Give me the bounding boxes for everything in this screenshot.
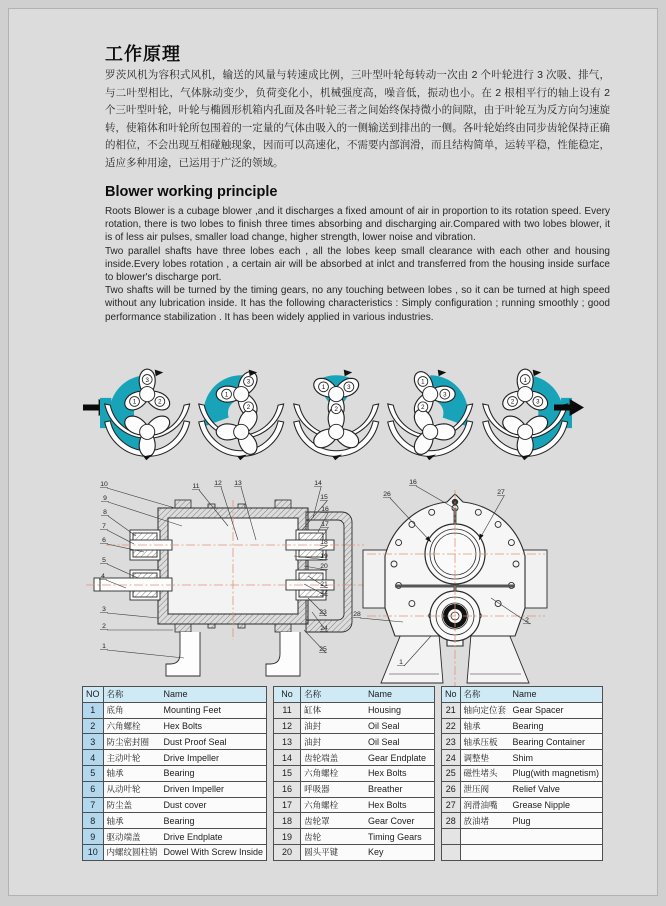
intro-paragraph-chinese: 罗茨风机为容积式风机，输送的风量与转速成比例，三叶型叶轮每转动一次由 2 个叶轮进行 3 次吸、排气，与二叶型相比，气体脉动变少，负荷变化小，机械强度高，噪音低，振动也小。在 2 根相平行的轴上设有 2 个三叶型叶轮，叶轮与椭圆形机箱内孔面及各叶轮三者之间始终保持微小的间隙，由于叶轮互为反方向匀速旋转，使箱体和叶轮所包围着的一定量的气体由吸入的一侧输送到排出的一侧。各叶轮始终由同步齿轮保持正确的相位，不会出现互相碰触现象，因而可以高速化，不需要内部润滑，而且结构简单，运转平稳，性能稳定，适应多种用途，已运用于广泛的领域。 — [105, 69, 610, 169]
table-row — [442, 797, 603, 813]
table-cell-cn: 齿轮 — [301, 829, 365, 845]
table-cell-cn: 底角 — [103, 702, 161, 718]
top-shaft-hole — [328, 387, 343, 402]
table-cell-cn: 齿轮罩 — [301, 813, 365, 829]
table-cell-no: No — [442, 687, 461, 703]
bottom-shaft-hole — [234, 424, 249, 439]
mounting-feet — [166, 632, 300, 676]
table-header-row — [442, 687, 603, 703]
rotor-stage-5 — [478, 344, 572, 482]
table-cell-en: Name — [161, 687, 267, 703]
table-cell-en: Dowel With Screw Inside — [161, 844, 267, 860]
table-row — [274, 765, 435, 781]
table-cell-en: Bearing — [161, 765, 267, 781]
table-row — [83, 734, 267, 750]
table-cell-en: Plug(with magnetism) — [509, 765, 602, 781]
table-cell-no: 15 — [274, 765, 301, 781]
page-title-chinese: 工作原理 — [105, 44, 181, 64]
leader-line — [107, 613, 158, 618]
part-number-label: 12 — [214, 480, 222, 487]
part-number-label: 23 — [319, 609, 327, 616]
table-cell-cn: 润滑油嘴 — [460, 797, 509, 813]
table-cell-cn: 轴承 — [103, 813, 161, 829]
table-cell-no: 11 — [274, 702, 301, 718]
part-number-label: 24 — [320, 625, 328, 632]
leader-line — [107, 650, 184, 658]
part-number-label: 5 — [102, 557, 106, 564]
table-cell-en: Dust Proof Seal — [161, 734, 267, 750]
table-cell-cn: 轴承 — [103, 765, 161, 781]
table-cell-no: 13 — [274, 734, 301, 750]
table-row — [442, 844, 603, 860]
bottom-shaft-hole — [517, 424, 532, 439]
table-cell-no: 20 — [274, 844, 301, 860]
table-cell-cn — [460, 844, 509, 860]
table-cell-no: 22 — [442, 718, 461, 734]
end-view-drawing — [343, 478, 610, 702]
table-header-row — [274, 687, 435, 703]
lobe-number: 1 — [321, 384, 326, 392]
table-cell-en: Plug — [509, 813, 602, 829]
table-cell-en: Mounting Feet — [161, 702, 267, 718]
lobe-number: 2 — [510, 398, 514, 406]
part-number-label: 11 — [192, 483, 200, 490]
table-cell-no: 6 — [83, 781, 104, 797]
table-cell-en: Bearing — [509, 718, 602, 734]
table-cell-cn: 齿轮端盖 — [301, 750, 365, 766]
table-row — [274, 844, 435, 860]
table-cell-en: Hex Bolts — [365, 797, 435, 813]
lobe-number: 1 — [421, 378, 425, 386]
part-number-label: 16 — [409, 479, 417, 486]
table-row — [274, 734, 435, 750]
table-row — [83, 813, 267, 829]
part-number-label: 2 — [102, 623, 106, 630]
part-number-label: 8 — [103, 509, 107, 516]
table-cell-no: 24 — [442, 750, 461, 766]
rotor-sequence-diagram — [100, 344, 572, 482]
table-row — [274, 797, 435, 813]
table-cell-en — [509, 829, 602, 845]
top-shaft-hole — [140, 387, 155, 402]
lobe-number: 2 — [421, 404, 425, 412]
parts-table — [82, 686, 603, 861]
table-cell-no: 8 — [83, 813, 104, 829]
table-cell-no — [442, 829, 461, 845]
table-row — [442, 734, 603, 750]
table-cell-cn: 防尘密封圈 — [103, 734, 161, 750]
lobe-number: 3 — [145, 376, 149, 384]
table-cell-en: Breather — [365, 781, 435, 797]
part-number-label: 13 — [234, 480, 242, 487]
part-number-label: 9 — [103, 495, 107, 502]
table-cell-en: Timing Gears — [365, 829, 435, 845]
lobe-number: 1 — [225, 391, 229, 399]
table-cell-cn: 泄压阀 — [460, 781, 509, 797]
part-number-label: 28 — [353, 611, 361, 618]
part-number-label: 19 — [320, 553, 328, 560]
table-row — [274, 829, 435, 845]
table-row — [274, 702, 435, 718]
table-cell-cn: 调整垫 — [460, 750, 509, 766]
table-cell-cn: 名称 — [460, 687, 509, 703]
table-cell-cn: 从动叶轮 — [103, 781, 161, 797]
table-cell-en: Bearing Container — [509, 734, 602, 750]
table-row — [83, 718, 267, 734]
table-cell-no: 18 — [274, 813, 301, 829]
table-cell-en: Shim — [509, 750, 602, 766]
table-cell-no: 19 — [274, 829, 301, 845]
part-number-label: 7 — [102, 523, 106, 530]
table-cell-en: Relief Valve — [509, 781, 602, 797]
table-row — [83, 829, 267, 845]
table-cell-no: 23 — [442, 734, 461, 750]
table-cell-cn: 防尘盖 — [103, 797, 161, 813]
rotor-stage-4 — [383, 344, 477, 482]
rotation-arrow-top — [344, 370, 352, 377]
table-cell-en: Name — [365, 687, 435, 703]
table-cell-no: 25 — [442, 765, 461, 781]
table-cell-no: 2 — [83, 718, 104, 734]
part-number-label: 17 — [321, 521, 329, 528]
table-cell-en: Gear Cover — [365, 813, 435, 829]
table-row — [442, 829, 603, 845]
table-cell-no: 7 — [83, 797, 104, 813]
paragraph-en-1: Roots Blower is a cubage blower ,and it discharges a fixed amount of air in proportion to its rotation speed. Every rotation, there is two lobes to finish three times absorbing and discharging air.Compared with two lobes blower, it is of less air pulses, smaller load change, higher strength, lower noise and vibration. — [105, 206, 610, 244]
cross-section-drawing — [78, 478, 378, 702]
table-row — [442, 718, 603, 734]
parts-table-group-1 — [82, 686, 267, 861]
table-cell-cn: 六角螺栓 — [301, 765, 365, 781]
table-cell-en: Grease Nipple — [509, 797, 602, 813]
table-cell-cn: 油封 — [301, 718, 365, 734]
table-cell-no: 14 — [274, 750, 301, 766]
table-cell-en: Oil Seal — [365, 718, 435, 734]
table-cell-no: 10 — [83, 844, 104, 860]
rotor-stage-3 — [289, 344, 383, 482]
bottom-shaft-hole — [423, 424, 438, 439]
table-row — [442, 750, 603, 766]
table-cell-en: Gear Spacer — [509, 702, 602, 718]
table-cell-cn: 缸体 — [301, 702, 365, 718]
part-number-label: 1 — [399, 659, 403, 666]
table-cell-en: Housing — [365, 702, 435, 718]
part-number-label: 22 — [320, 589, 328, 596]
table-cell-cn: 轴承 — [460, 718, 509, 734]
part-number-label: 6 — [102, 537, 106, 544]
table-cell-cn: 六角螺栓 — [103, 718, 161, 734]
table-row — [83, 750, 267, 766]
table-cell-no: 16 — [274, 781, 301, 797]
rotor-stage-2 — [194, 344, 288, 482]
part-number-label: 27 — [497, 489, 505, 496]
rotation-arrow-top — [532, 370, 540, 377]
lobe-number: 2 — [247, 404, 251, 412]
body-paragraphs-english — [105, 205, 610, 324]
table-cell-no — [442, 844, 461, 860]
part-number-label: 1 — [102, 643, 106, 650]
table-cell-en: Key — [365, 844, 435, 860]
table-cell-cn: 名称 — [103, 687, 161, 703]
part-number-label: 2 — [525, 617, 529, 624]
table-row — [442, 765, 603, 781]
table-cell-no: 21 — [442, 702, 461, 718]
table-cell-cn: 呼吸器 — [301, 781, 365, 797]
part-number-label: 15 — [320, 494, 328, 501]
table-cell-no: 9 — [83, 829, 104, 845]
table-cell-no: 12 — [274, 718, 301, 734]
part-number-label: 20 — [320, 563, 328, 570]
paragraph-en-2: Two parallel shafts have three lobes each , all the lobes keep small clearance with each other and housing inside.Every lobes rotation , a certain air will be absorbed at inlct and transferred from the housing inside surface to blower's discharge port. — [105, 245, 610, 284]
table-row — [83, 797, 267, 813]
table-cell-en: Bearing — [161, 813, 267, 829]
table-cell-en: Hex Bolts — [365, 765, 435, 781]
table-row — [83, 702, 267, 718]
bottom-shaft-hole — [140, 424, 155, 439]
lobe-number: 3 — [443, 391, 447, 399]
part-number-label: 10 — [100, 481, 108, 488]
table-cell-no: 27 — [442, 797, 461, 813]
table-cell-cn: 圆头平键 — [301, 844, 365, 860]
table-cell-en: Dust cover — [161, 797, 267, 813]
rotor-stage-1 — [100, 344, 194, 482]
table-cell-no: 4 — [83, 750, 104, 766]
table-cell-en: Hex Bolts — [161, 718, 267, 734]
table-cell-cn: 放油堵 — [460, 813, 509, 829]
lobe-number: 3 — [346, 384, 351, 392]
table-cell-en: Oil Seal — [365, 734, 435, 750]
top-shaft-hole — [234, 387, 249, 402]
table-row — [442, 813, 603, 829]
table-cell-no: NO — [83, 687, 104, 703]
table-cell-no: 26 — [442, 781, 461, 797]
bottom-shaft-hole — [328, 424, 343, 439]
top-shaft-hole — [517, 387, 532, 402]
table-row — [442, 781, 603, 797]
table-row — [274, 781, 435, 797]
parts-table-group-2 — [273, 686, 435, 861]
table-cell-cn — [460, 829, 509, 845]
table-cell-cn: 名称 — [301, 687, 365, 703]
table-row — [83, 844, 267, 860]
table-cell-cn: 六角螺栓 — [301, 797, 365, 813]
rotation-arrow-top — [155, 370, 163, 377]
table-row — [442, 702, 603, 718]
table-cell-en — [509, 844, 602, 860]
table-cell-cn: 轴向定位套 — [460, 702, 509, 718]
top-shaft-hole — [423, 387, 438, 402]
lobe-number: 3 — [535, 398, 540, 406]
table-cell-no: 1 — [83, 702, 104, 718]
table-cell-en: Drive Endplate — [161, 829, 267, 845]
table-cell-no: 17 — [274, 797, 301, 813]
table-cell-no: 28 — [442, 813, 461, 829]
table-row — [83, 781, 267, 797]
table-header-row — [83, 687, 267, 703]
page-title-english: Blower working principle — [105, 184, 278, 200]
table-cell-cn: 内螺纹圆柱销 — [103, 844, 161, 860]
part-number-label: 3 — [102, 606, 106, 613]
part-number-label: 4 — [101, 573, 105, 580]
table-cell-en: Drive Impeller — [161, 750, 267, 766]
part-number-label: 25 — [319, 646, 327, 653]
table-cell-cn: 油封 — [301, 734, 365, 750]
table-cell-cn: 轴承压板 — [460, 734, 509, 750]
table-row — [274, 718, 435, 734]
table-cell-cn: 驱动端盖 — [103, 829, 161, 845]
part-number-label: 18 — [320, 539, 328, 546]
table-cell-no: 5 — [83, 765, 104, 781]
lobe-number: 1 — [132, 398, 137, 406]
table-cell-en: Gear Endplate — [365, 750, 435, 766]
table-cell-no: 3 — [83, 734, 104, 750]
part-number-label: 26 — [383, 491, 391, 498]
table-row — [274, 813, 435, 829]
lobe-number: 2 — [158, 398, 162, 406]
parts-table-group-3 — [441, 686, 603, 861]
part-number-label: 21 — [320, 581, 328, 588]
table-cell-en: Name — [509, 687, 602, 703]
table-row — [274, 750, 435, 766]
lobe-number: 2 — [334, 406, 338, 414]
paragraph-en-3: Two shafts will be turned by the timing gears, no any touching between lobes , so it can be turned at high speed without any lubrication inside. It has the following characteristics : Simply configuration ; running smoothly ; good performance stabilization . It has been widely applied in various industries. — [105, 285, 610, 323]
table-cell-en: Driven Impeller — [161, 781, 267, 797]
part-number-label: 14 — [314, 480, 322, 487]
table-cell-cn: 磁性堵头 — [460, 765, 509, 781]
lobe-number: 1 — [523, 376, 527, 384]
table-cell-cn: 主动叶轮 — [103, 750, 161, 766]
table-row — [83, 765, 267, 781]
table-cell-no: No — [274, 687, 301, 703]
part-number-label: 16 — [321, 506, 329, 513]
lobe-number: 3 — [247, 378, 251, 386]
rotation-arrow-top — [438, 370, 446, 377]
